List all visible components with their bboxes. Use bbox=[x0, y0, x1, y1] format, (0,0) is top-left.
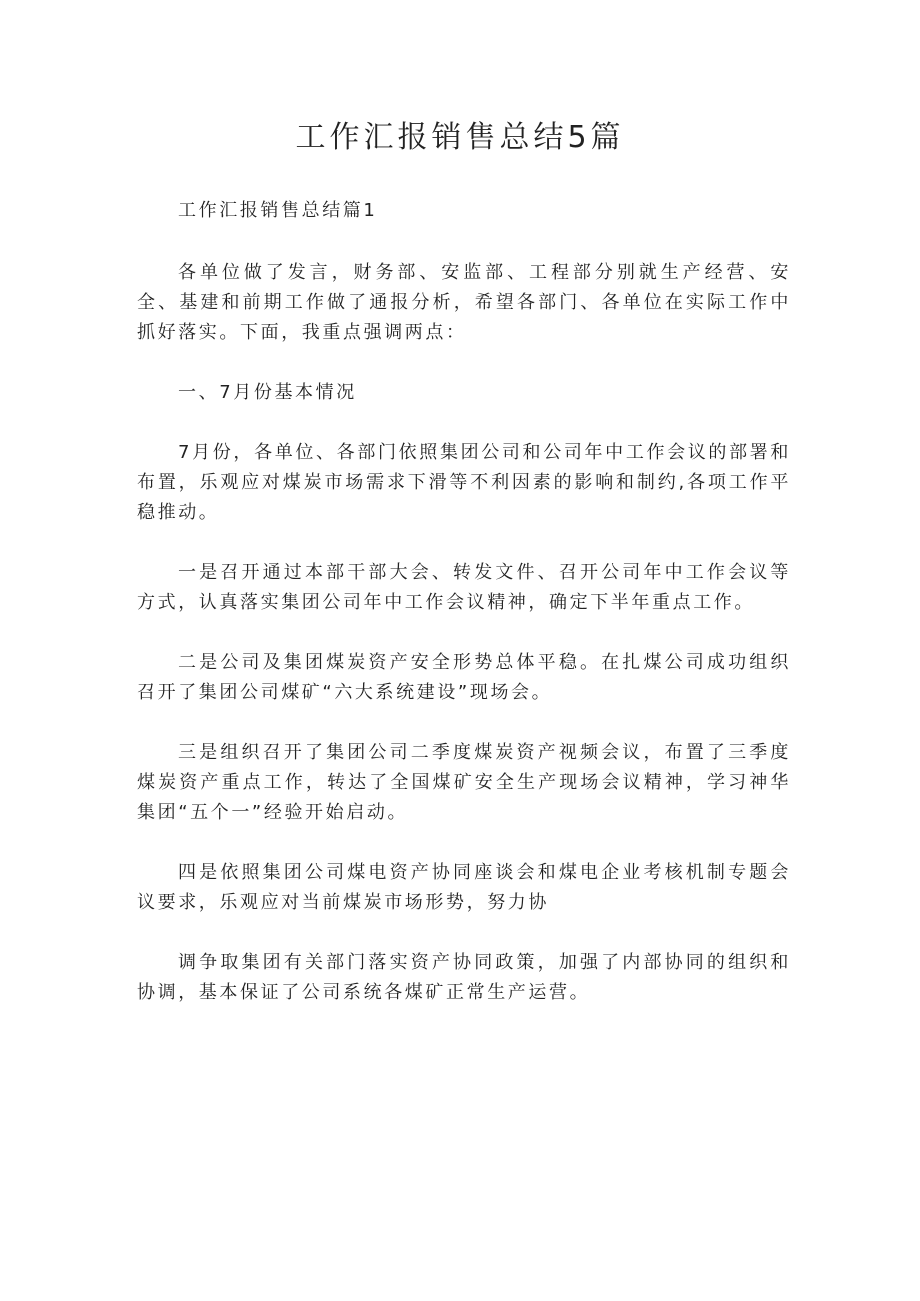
paragraph: 各单位做了发言，财务部、安监部、工程部分别就生产经营、安全、基建和前期工作做了通报分析，希望各部门、各单位在实际工作中抓好落实。下面，我重点强调两点： bbox=[137, 262, 791, 343]
paragraph: 二是公司及集团煤炭资产安全形势总体平稳。在扎煤公司成功组织召开了集团公司煤矿“六大系统建设”现场会。 bbox=[137, 652, 791, 703]
paragraph: 调争取集团有关部门落实资产协同政策，加强了内部协同的组织和协调，基本保证了公司系统各煤矿正常生产运营。 bbox=[137, 952, 791, 1003]
paragraph: 7月份，各单位、各部门依照集团公司和公司年中工作会议的部署和布置，乐观应对煤炭市场需求下滑等不利因素的影响和制约,各项工作平稳推动。 bbox=[137, 442, 791, 523]
document-body bbox=[137, 196, 791, 1008]
document-title: 工作汇报销售总结5篇 bbox=[295, 120, 625, 155]
paragraph: 四是依照集团公司煤电资产协同座谈会和煤电企业考核机制专题会议要求，乐观应对当前煤炭市场形势，努力协 bbox=[137, 862, 791, 913]
paragraph: 三是组织召开了集团公司二季度煤炭资产视频会议，布置了三季度煤炭资产重点工作，转达了全国煤矿安全生产现场会议精神，学习神华集团“五个一”经验开始启动。 bbox=[137, 742, 791, 823]
paragraph: 一是召开通过本部干部大会、转发文件、召开公司年中工作会议等方式，认真落实集团公司年中工作会议精神，确定下半年重点工作。 bbox=[137, 562, 791, 613]
section-heading: 一、7月份基本情况 bbox=[178, 382, 357, 403]
section-subtitle: 工作汇报销售总结篇1 bbox=[178, 200, 378, 221]
